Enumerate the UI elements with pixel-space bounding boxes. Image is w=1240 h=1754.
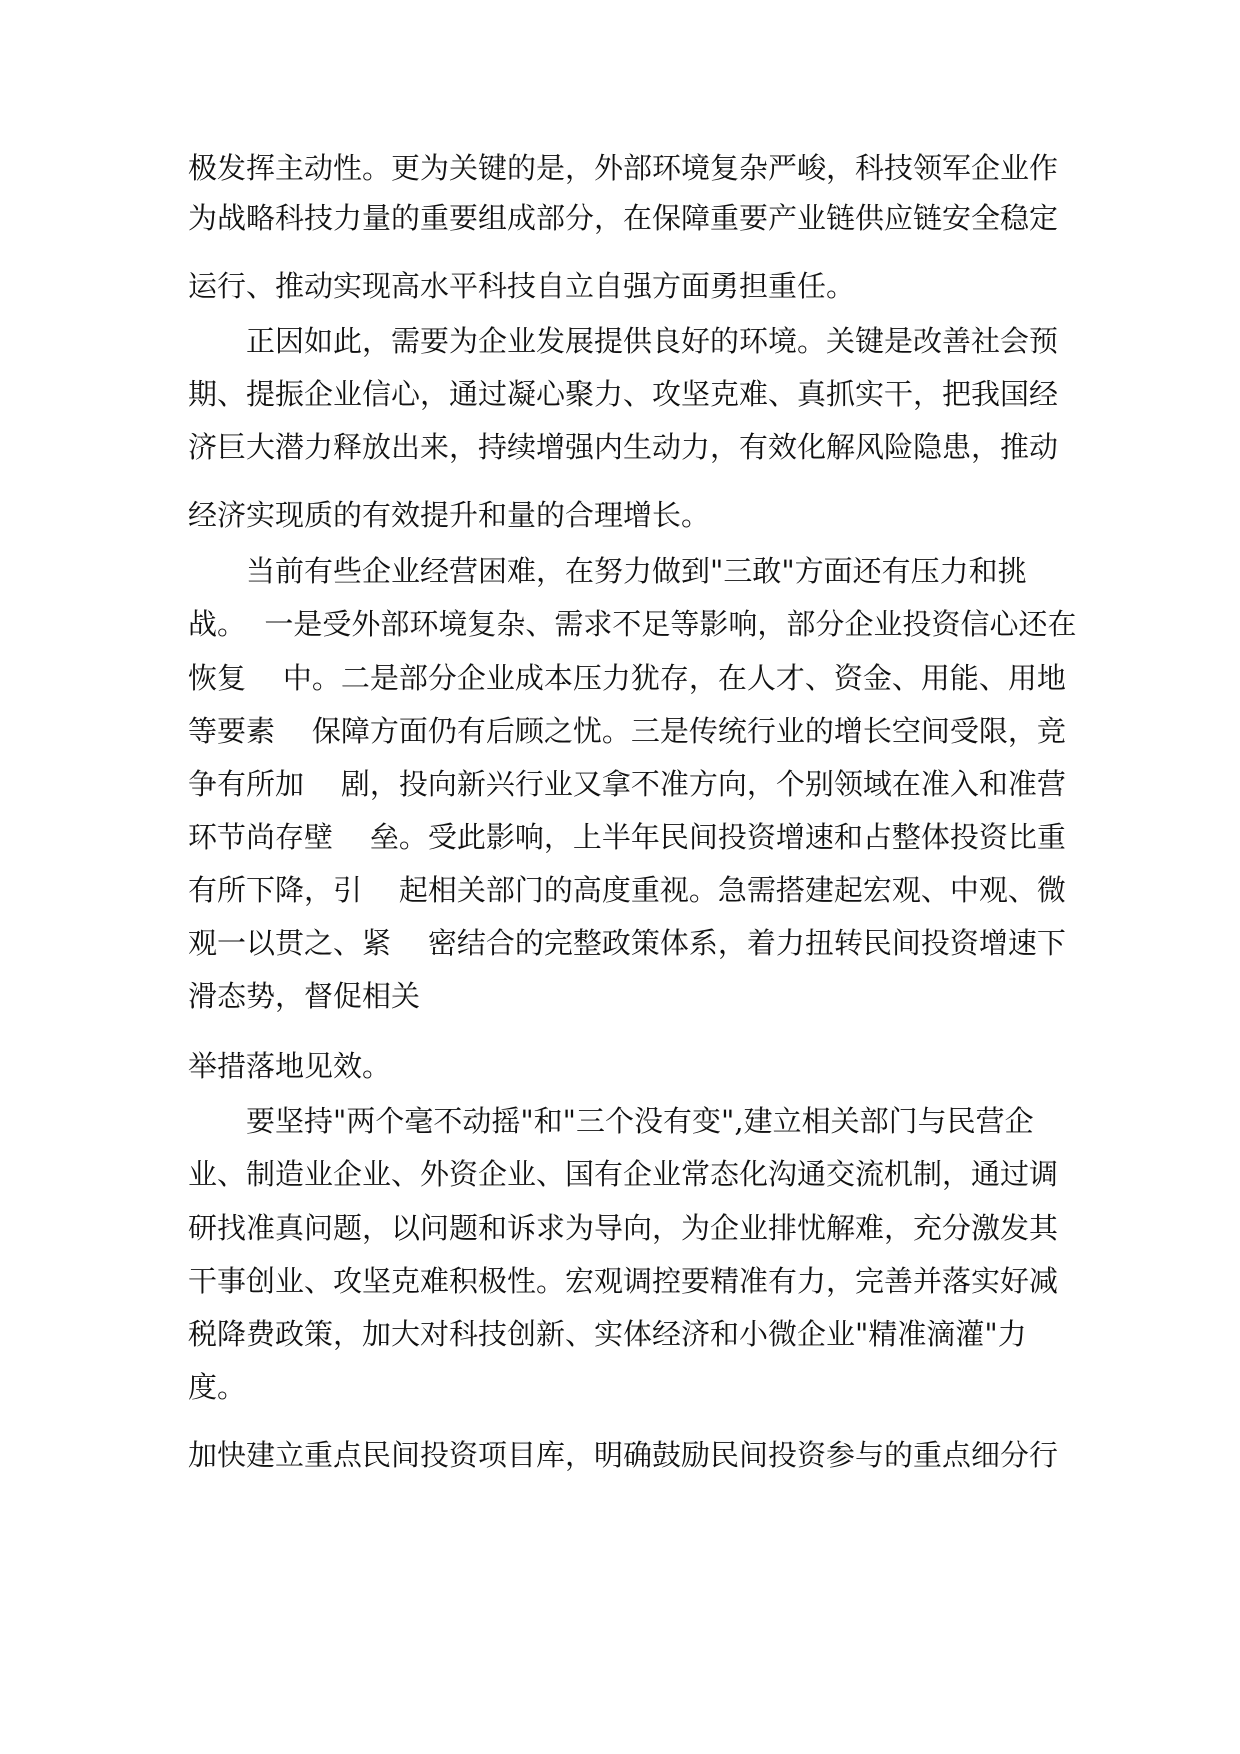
text-line: 研找准真问题，以问题和诉求为导向，为企业排忧解难，充分激发其	[188, 1211, 1059, 1245]
text-line: 期、提振企业信心，通过凝心聚力、攻坚克难、真抓实干，把我国经	[188, 377, 1059, 411]
text-line: 干事创业、攻坚克难积极性。宏观调控要精准有力，完善并落实好减	[188, 1264, 1059, 1298]
text-line: 加快建立重点民间投资项目库，明确鼓励民间投资参与的重点细分行	[188, 1438, 1059, 1472]
text-line: 经济实现质的有效提升和量的合理增长。	[188, 498, 711, 532]
text-line: 济巨大潜力释放出来，持续增强内生动力，有效化解风险隐患，推动	[188, 430, 1059, 464]
text-line: 要坚持"两个毫不动摇"和"三个没有变",建立相关部门与民营企	[246, 1104, 1034, 1138]
text-line: 滑态势，督促相关	[188, 979, 421, 1013]
text-line: 当前有些企业经营困难，在努力做到"三敢"方面还有压力和挑	[246, 554, 1027, 588]
text-line: 度。	[188, 1370, 247, 1404]
text-line: 税降费政策，加大对科技创新、实体经济和小微企业"精准滴灌"力	[188, 1317, 1027, 1351]
text-line: 举措落地见效。	[188, 1049, 392, 1083]
text-line: 等要素 保障方面仍有后顾之忧。三是传统行业的增长空间受限，竞	[188, 714, 1066, 748]
text-line: 有所下降，引 起相关部门的高度重视。急需搭建起宏观、中观、微	[188, 873, 1066, 907]
text-line: 环节尚存壁 垒。受此影响，上半年民间投资增速和占整体投资比重	[188, 820, 1066, 854]
text-line: 正因如此，需要为企业发展提供良好的环境。关键是改善社会预	[246, 324, 1059, 358]
text-line: 业、制造业企业、外资企业、国有企业常态化沟通交流机制，通过调	[188, 1157, 1059, 1191]
text-line: 恢复 中。二是部分企业成本压力犹存，在人才、资金、用能、用地	[188, 661, 1066, 695]
text-line: 极发挥主动性。更为关键的是，外部环境复杂严峻，科技领军企业作	[188, 151, 1059, 185]
text-line: 观一以贯之、紧 密结合的完整政策体系，着力扭转民间投资增速下	[188, 926, 1066, 960]
text-line: 争有所加 剧，投向新兴行业又拿不准方向，个别领域在准入和准营	[188, 767, 1066, 801]
text-line: 为战略科技力量的重要组成部分，在保障重要产业链供应链安全稳定	[188, 201, 1059, 235]
text-line: 战。 一是受外部环境复杂、需求不足等影响，部分企业投资信心还在	[188, 607, 1077, 641]
text-line: 运行、推动实现高水平科技自立自强方面勇担重任。	[188, 269, 856, 303]
